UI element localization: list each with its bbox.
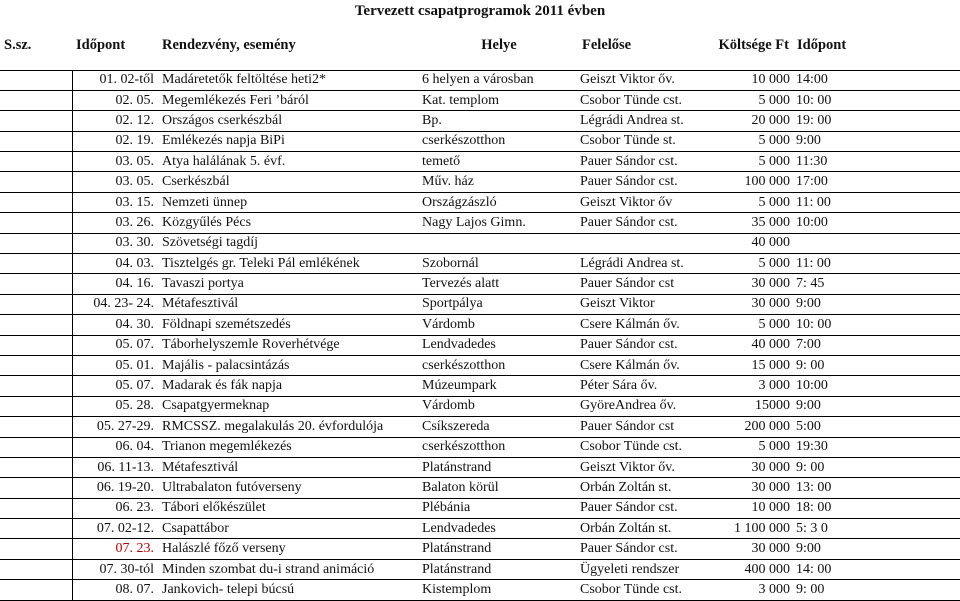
responsible-cell: Péter Sára őv. — [578, 376, 706, 396]
table-row — [0, 498, 960, 518]
place-cell: Várdomb — [420, 396, 578, 416]
time-cell: 7: 45 — [793, 274, 960, 294]
row-index-cell — [0, 274, 72, 294]
place-cell: cserkészotthon — [420, 437, 578, 457]
responsible-cell: Pauer Sándor cst. — [578, 539, 706, 559]
date-cell: 02. 05. — [72, 90, 158, 110]
table-row — [0, 539, 960, 559]
time-cell: 9:00 — [793, 396, 960, 416]
place-cell: Bp. — [420, 111, 578, 131]
cost-cell: 5 000 — [706, 90, 793, 110]
place-cell: Szobornál — [420, 254, 578, 274]
row-index-cell — [0, 111, 72, 131]
time-cell: 14: 00 — [793, 559, 960, 579]
time-cell: 19: 00 — [793, 111, 960, 131]
row-index-cell — [0, 580, 72, 600]
time-cell: 7:00 — [793, 335, 960, 355]
row-index-cell — [0, 152, 72, 172]
row-index-cell — [0, 233, 72, 253]
table-row — [0, 519, 960, 539]
event-cell: Tavaszi portya — [158, 274, 420, 294]
cost-cell: 400 000 — [706, 559, 793, 579]
place-cell: Lendvadedes — [420, 335, 578, 355]
row-index-cell — [0, 294, 72, 314]
date-cell: 05. 07. — [72, 376, 158, 396]
responsible-cell: Geiszt Viktor őv. — [578, 70, 706, 90]
responsible-cell: Pauer Sándor cst. — [578, 335, 706, 355]
cost-cell: 30 000 — [706, 294, 793, 314]
row-index-cell — [0, 172, 72, 192]
table-row — [0, 478, 960, 498]
event-cell: Közgyűlés Pécs — [158, 213, 420, 233]
row-index-cell — [0, 478, 72, 498]
date-cell: 06. 23. — [72, 498, 158, 518]
row-index-cell — [0, 90, 72, 110]
cost-cell: 20 000 — [706, 111, 793, 131]
date-cell: 03. 05. — [72, 172, 158, 192]
cost-cell: 30 000 — [706, 478, 793, 498]
event-cell: Nemzeti ünnep — [158, 192, 420, 212]
table-row — [0, 233, 960, 253]
table-row — [0, 457, 960, 477]
page-title: Tervezett csapatprogramok 2011 évben — [354, 3, 606, 19]
event-cell: RMCSSZ. megalakulás 20. évfordulója — [158, 417, 420, 437]
time-cell: 10: 00 — [793, 90, 960, 110]
event-cell: Cserkészbál — [158, 172, 420, 192]
place-cell — [420, 233, 578, 253]
table-row — [0, 172, 960, 192]
event-cell: Megemlékezés Feri ’báról — [158, 90, 420, 110]
cost-cell: 40 000 — [706, 335, 793, 355]
row-index-cell — [0, 315, 72, 335]
place-cell: Csíkszereda — [420, 417, 578, 437]
event-cell: Országos cserkészbál — [158, 111, 420, 131]
place-cell: Műv. ház — [420, 172, 578, 192]
place-cell: 6 helyen a városban — [420, 70, 578, 90]
place-cell: Plébánia — [420, 498, 578, 518]
responsible-cell: Légrádi Andrea st. — [578, 254, 706, 274]
time-cell: 5: 3 0 — [793, 519, 960, 539]
responsible-cell: GyöreAndrea őv. — [578, 396, 706, 416]
responsible-cell: Geiszt Viktor — [578, 294, 706, 314]
table-header-row — [0, 34, 960, 70]
event-cell: Jankovich- telepi búcsú — [158, 580, 420, 600]
cost-cell: 3 000 — [706, 580, 793, 600]
responsible-cell: Csere Kálmán őv. — [578, 315, 706, 335]
table-row — [0, 192, 960, 212]
cost-cell: 35 000 — [706, 213, 793, 233]
cost-cell: 15 000 — [706, 355, 793, 375]
event-cell: Szövetségi tagdíj — [158, 233, 420, 253]
time-cell: 11:30 — [793, 152, 960, 172]
cost-cell: 5 000 — [706, 254, 793, 274]
time-cell: 11: 00 — [793, 192, 960, 212]
table-row — [0, 254, 960, 274]
responsible-cell: Csobor Tünde st. — [578, 131, 706, 151]
header-place: Helye — [420, 34, 578, 70]
time-cell: 9: 00 — [793, 580, 960, 600]
table-row — [0, 559, 960, 579]
event-cell: Földnapi szemétszedés — [158, 315, 420, 335]
date-cell: 03. 05. — [72, 152, 158, 172]
cost-cell: 5 000 — [706, 131, 793, 151]
time-cell: 10: 00 — [793, 315, 960, 335]
header-time: Időpont — [793, 34, 960, 70]
date-cell: 02. 19. — [72, 131, 158, 151]
cost-cell: 5 000 — [706, 315, 793, 335]
header-event: Rendezvény, esemény — [158, 34, 420, 70]
table-row — [0, 580, 960, 600]
place-cell: Múzeumpark — [420, 376, 578, 396]
date-cell: 04. 30. — [72, 315, 158, 335]
row-index-cell — [0, 131, 72, 151]
time-cell: 9: 00 — [793, 355, 960, 375]
table-row — [0, 294, 960, 314]
responsible-cell: Pauer Sándor cst. — [578, 152, 706, 172]
responsible-cell: Orbán Zoltán st. — [578, 478, 706, 498]
row-index-cell — [0, 559, 72, 579]
cost-cell: 5 000 — [706, 152, 793, 172]
row-index-cell — [0, 335, 72, 355]
row-index-cell — [0, 192, 72, 212]
date-cell: 02. 12. — [72, 111, 158, 131]
cost-cell: 40 000 — [706, 233, 793, 253]
time-cell: 9:00 — [793, 131, 960, 151]
date-cell: 05. 27-29. — [72, 417, 158, 437]
cost-cell: 100 000 — [706, 172, 793, 192]
table-row — [0, 111, 960, 131]
cost-cell: 30 000 — [706, 457, 793, 477]
row-index-cell — [0, 396, 72, 416]
place-cell: Tervezés alatt — [420, 274, 578, 294]
date-cell: 04. 03. — [72, 254, 158, 274]
time-cell: 9:00 — [793, 539, 960, 559]
row-index-cell — [0, 376, 72, 396]
cost-cell: 1 100 000 — [706, 519, 793, 539]
event-cell: Táborhelyszemle Roverhétvége — [158, 335, 420, 355]
time-cell: 9: 00 — [793, 457, 960, 477]
cost-cell: 10 000 — [706, 498, 793, 518]
time-cell: 17:00 — [793, 172, 960, 192]
row-index-cell — [0, 213, 72, 233]
row-index-cell — [0, 457, 72, 477]
place-cell: Várdomb — [420, 315, 578, 335]
table-row — [0, 152, 960, 172]
event-cell: Csapatgyermeknap — [158, 396, 420, 416]
cost-cell: 15000 — [706, 396, 793, 416]
header-cost: Költsége Ft — [706, 34, 793, 70]
place-cell: Platánstrand — [420, 539, 578, 559]
cost-cell: 3 000 — [706, 376, 793, 396]
table-row — [0, 335, 960, 355]
responsible-cell: Ügyeleti rendszer — [578, 559, 706, 579]
events-table — [0, 34, 960, 601]
event-cell: Madáretetők feltöltése heti2* — [158, 70, 420, 90]
event-cell: Trianon megemlékezés — [158, 437, 420, 457]
place-cell: cserkészotthon — [420, 355, 578, 375]
date-cell: 07. 30-tól — [72, 559, 158, 579]
row-index-cell — [0, 254, 72, 274]
place-cell: Országzászló — [420, 192, 578, 212]
time-cell: 9:00 — [793, 294, 960, 314]
cost-cell: 5 000 — [706, 437, 793, 457]
responsible-cell: Pauer Sándor cst. — [578, 498, 706, 518]
event-cell: Tábori előkészület — [158, 498, 420, 518]
date-cell: 03. 15. — [72, 192, 158, 212]
event-cell: Csapattábor — [158, 519, 420, 539]
place-cell: Balaton körül — [420, 478, 578, 498]
place-cell: Platánstrand — [420, 457, 578, 477]
time-cell: 14:00 — [793, 70, 960, 90]
event-cell: Ultrabalaton futóverseny — [158, 478, 420, 498]
date-cell: 04. 23- 24. — [72, 294, 158, 314]
date-cell: 05. 28. — [72, 396, 158, 416]
date-cell: 03. 26. — [72, 213, 158, 233]
responsible-cell: Geiszt Viktor őv. — [578, 457, 706, 477]
responsible-cell: Pauer Sándor cst. — [578, 213, 706, 233]
place-cell: cserkészotthon — [420, 131, 578, 151]
event-cell: Majális - palacsintázás — [158, 355, 420, 375]
header-responsible: Felelőse — [578, 34, 706, 70]
table-row — [0, 70, 960, 90]
row-index-cell — [0, 539, 72, 559]
cost-cell: 30 000 — [706, 274, 793, 294]
row-index-cell — [0, 417, 72, 437]
date-cell: 05. 01. — [72, 355, 158, 375]
table-row — [0, 274, 960, 294]
event-cell: Minden szombat du-i strand animáció — [158, 559, 420, 579]
responsible-cell: Pauer Sándor cst — [578, 274, 706, 294]
table-row — [0, 355, 960, 375]
time-cell: 5:00 — [793, 417, 960, 437]
place-cell: temető — [420, 152, 578, 172]
row-index-cell — [0, 437, 72, 457]
place-cell: Sportpálya — [420, 294, 578, 314]
table-row — [0, 396, 960, 416]
time-cell: 13: 00 — [793, 478, 960, 498]
responsible-cell: Pauer Sándor cst — [578, 417, 706, 437]
event-cell: Atya halálának 5. évf. — [158, 152, 420, 172]
time-cell: 10:00 — [793, 376, 960, 396]
responsible-cell: Geiszt Viktor őv — [578, 192, 706, 212]
place-cell: Kistemplom — [420, 580, 578, 600]
header-sz: S.sz. — [0, 34, 72, 70]
responsible-cell — [578, 233, 706, 253]
row-index-cell — [0, 355, 72, 375]
place-cell: Platánstrand — [420, 559, 578, 579]
time-cell: 10:00 — [793, 213, 960, 233]
event-cell: Métafesztivál — [158, 294, 420, 314]
responsible-cell: Csobor Tünde cst. — [578, 580, 706, 600]
table-row — [0, 376, 960, 396]
cost-cell: 30 000 — [706, 539, 793, 559]
responsible-cell: Légrádi Andrea st. — [578, 111, 706, 131]
date-cell: 04. 16. — [72, 274, 158, 294]
table-row — [0, 315, 960, 335]
table-row — [0, 131, 960, 151]
responsible-cell: Csobor Tünde cst. — [578, 90, 706, 110]
row-index-cell — [0, 70, 72, 90]
date-cell: 06. 19-20. — [72, 478, 158, 498]
table-row — [0, 437, 960, 457]
table-row — [0, 417, 960, 437]
date-cell: 06. 04. — [72, 437, 158, 457]
responsible-cell: Csere Kálmán őv. — [578, 355, 706, 375]
table-row — [0, 213, 960, 233]
cost-cell: 200 000 — [706, 417, 793, 437]
row-index-cell — [0, 498, 72, 518]
time-cell: 11: 00 — [793, 254, 960, 274]
event-cell: Métafesztivál — [158, 457, 420, 477]
header-date: Időpont — [72, 34, 158, 70]
event-cell: Madarak és fák napja — [158, 376, 420, 396]
time-cell: 19:30 — [793, 437, 960, 457]
responsible-cell: Orbán Zoltán st. — [578, 519, 706, 539]
event-cell: Tisztelgés gr. Teleki Pál emlékének — [158, 254, 420, 274]
date-cell: 01. 02-től — [72, 70, 158, 90]
cost-cell: 5 000 — [706, 192, 793, 212]
place-cell: Nagy Lajos Gimn. — [420, 213, 578, 233]
time-cell: 18: 00 — [793, 498, 960, 518]
cost-cell: 10 000 — [706, 70, 793, 90]
date-cell: 08. 07. — [72, 580, 158, 600]
place-cell: Lendvadedes — [420, 519, 578, 539]
place-cell: Kat. templom — [420, 90, 578, 110]
responsible-cell: Pauer Sándor cst. — [578, 172, 706, 192]
row-index-cell — [0, 519, 72, 539]
event-cell: Halászlé főző verseny — [158, 539, 420, 559]
responsible-cell: Csobor Tünde cst. — [578, 437, 706, 457]
date-cell: 07. 23. — [72, 539, 158, 559]
date-cell: 03. 30. — [72, 233, 158, 253]
event-cell: Emlékezés napja BiPi — [158, 131, 420, 151]
time-cell — [793, 233, 960, 253]
date-cell: 05. 07. — [72, 335, 158, 355]
date-cell: 07. 02-12. — [72, 519, 158, 539]
table-row — [0, 90, 960, 110]
date-cell: 06. 11-13. — [72, 457, 158, 477]
